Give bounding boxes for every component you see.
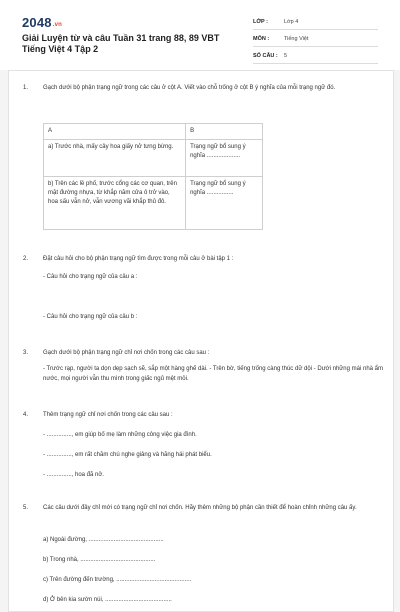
meta-value: Lớp 4	[284, 18, 299, 25]
meta-key: LỚP :	[253, 18, 268, 25]
answer-table	[43, 123, 263, 230]
question-number: 2.	[23, 256, 29, 262]
fill-line-c: c) Trên đường đến trường, .............................................	[43, 577, 192, 583]
question-text: Gạch dưới bộ phận trạng ngữ trong các câu ở cột A. Viết vào chỗ trống ở cột B ý nghĩa của mỗi trạng ngữ đó.	[43, 85, 336, 91]
meta-grade	[253, 14, 378, 30]
fill-line-a: - ..............., em giúp bố mẹ làm những công việc gia đình.	[43, 432, 197, 438]
table-header-b: B	[186, 124, 263, 140]
meta-panel	[253, 14, 378, 65]
fill-line-b: b) Trong nhà, .............................................	[43, 557, 156, 563]
meta-key: MÔN :	[253, 35, 270, 42]
page-title: Giải Luyện từ và câu Tuần 31 trang 88, 89 VBT Tiếng Việt 4 Tập 2	[22, 33, 220, 54]
meta-question-count	[253, 48, 378, 64]
fill-line-b: - ..............., em rất chăm chú nghe giảng và hăng hái phát biểu.	[43, 452, 212, 458]
meta-value: Tiếng Việt	[284, 35, 309, 42]
table-cell: Trạng ngữ bổ sung ý nghĩa ....................	[186, 140, 263, 177]
table-header-a: A	[44, 124, 186, 140]
table-cell: Trạng ngữ bổ sung ý nghĩa ................	[186, 177, 263, 230]
question-number: 4.	[23, 412, 29, 418]
fill-line-d: d) Ở bên kia sườn núi, ........................................	[43, 597, 172, 603]
question-number: 5.	[23, 505, 29, 511]
table-cell: b) Trên các lề phố, trước cổng các cơ quan, trên mặt đường nhựa, từ khắp năm cửa ô trở vào, hoa sấu vẫn nở, vẫn vương vãi khắp thủ đô.	[44, 177, 186, 230]
table-cell: a) Trước nhà, mấy cây hoa giấy nở tưng bừng.	[44, 140, 186, 177]
question-text: Gạch dưới bộ phận trạng ngữ chỉ nơi chốn trong các câu sau :	[43, 350, 210, 356]
site-logo[interactable]: 2048.vn	[22, 15, 63, 30]
question-text: Thêm trạng ngữ chỉ nơi chốn trong các câu sau :	[43, 412, 173, 418]
meta-key: SỐ CÂU :	[253, 52, 278, 59]
content-card	[8, 70, 394, 612]
question-number: 3.	[23, 350, 29, 356]
answer-line-b: - Câu hỏi cho trạng ngữ của câu b :	[43, 314, 138, 320]
meta-value: 5	[284, 52, 288, 59]
question-text: Các câu dưới đây chỉ mới có trạng ngữ chỉ nơi chốn. Hãy thêm những bộ phận cần thiết để hoàn chỉnh những câu ấy.	[43, 505, 357, 511]
question-number: 1.	[23, 85, 29, 91]
fill-line-c: - ..............., hoa đã nở.	[43, 472, 104, 478]
meta-subject	[253, 31, 378, 47]
question-body: - Trước rạp, người ta dọn dẹp sạch sẽ, sắp một hàng ghế dài. - Trên bờ, tiếng trống càng thúc dữ dội - Dưới những mái nhà ẩm nước, mọi người vẫn thu mình trong giấc ngủ mệt mỏi.	[43, 366, 383, 382]
page-header	[0, 0, 400, 70]
answer-line-a: - Câu hỏi cho trạng ngữ của câu a :	[43, 274, 138, 280]
question-text: Đặt câu hỏi cho bộ phận trạng ngữ tìm được trong mỗi câu ở bài tập 1 :	[43, 256, 234, 262]
fill-line-a: a) Ngoài đường, .............................................	[43, 537, 164, 543]
